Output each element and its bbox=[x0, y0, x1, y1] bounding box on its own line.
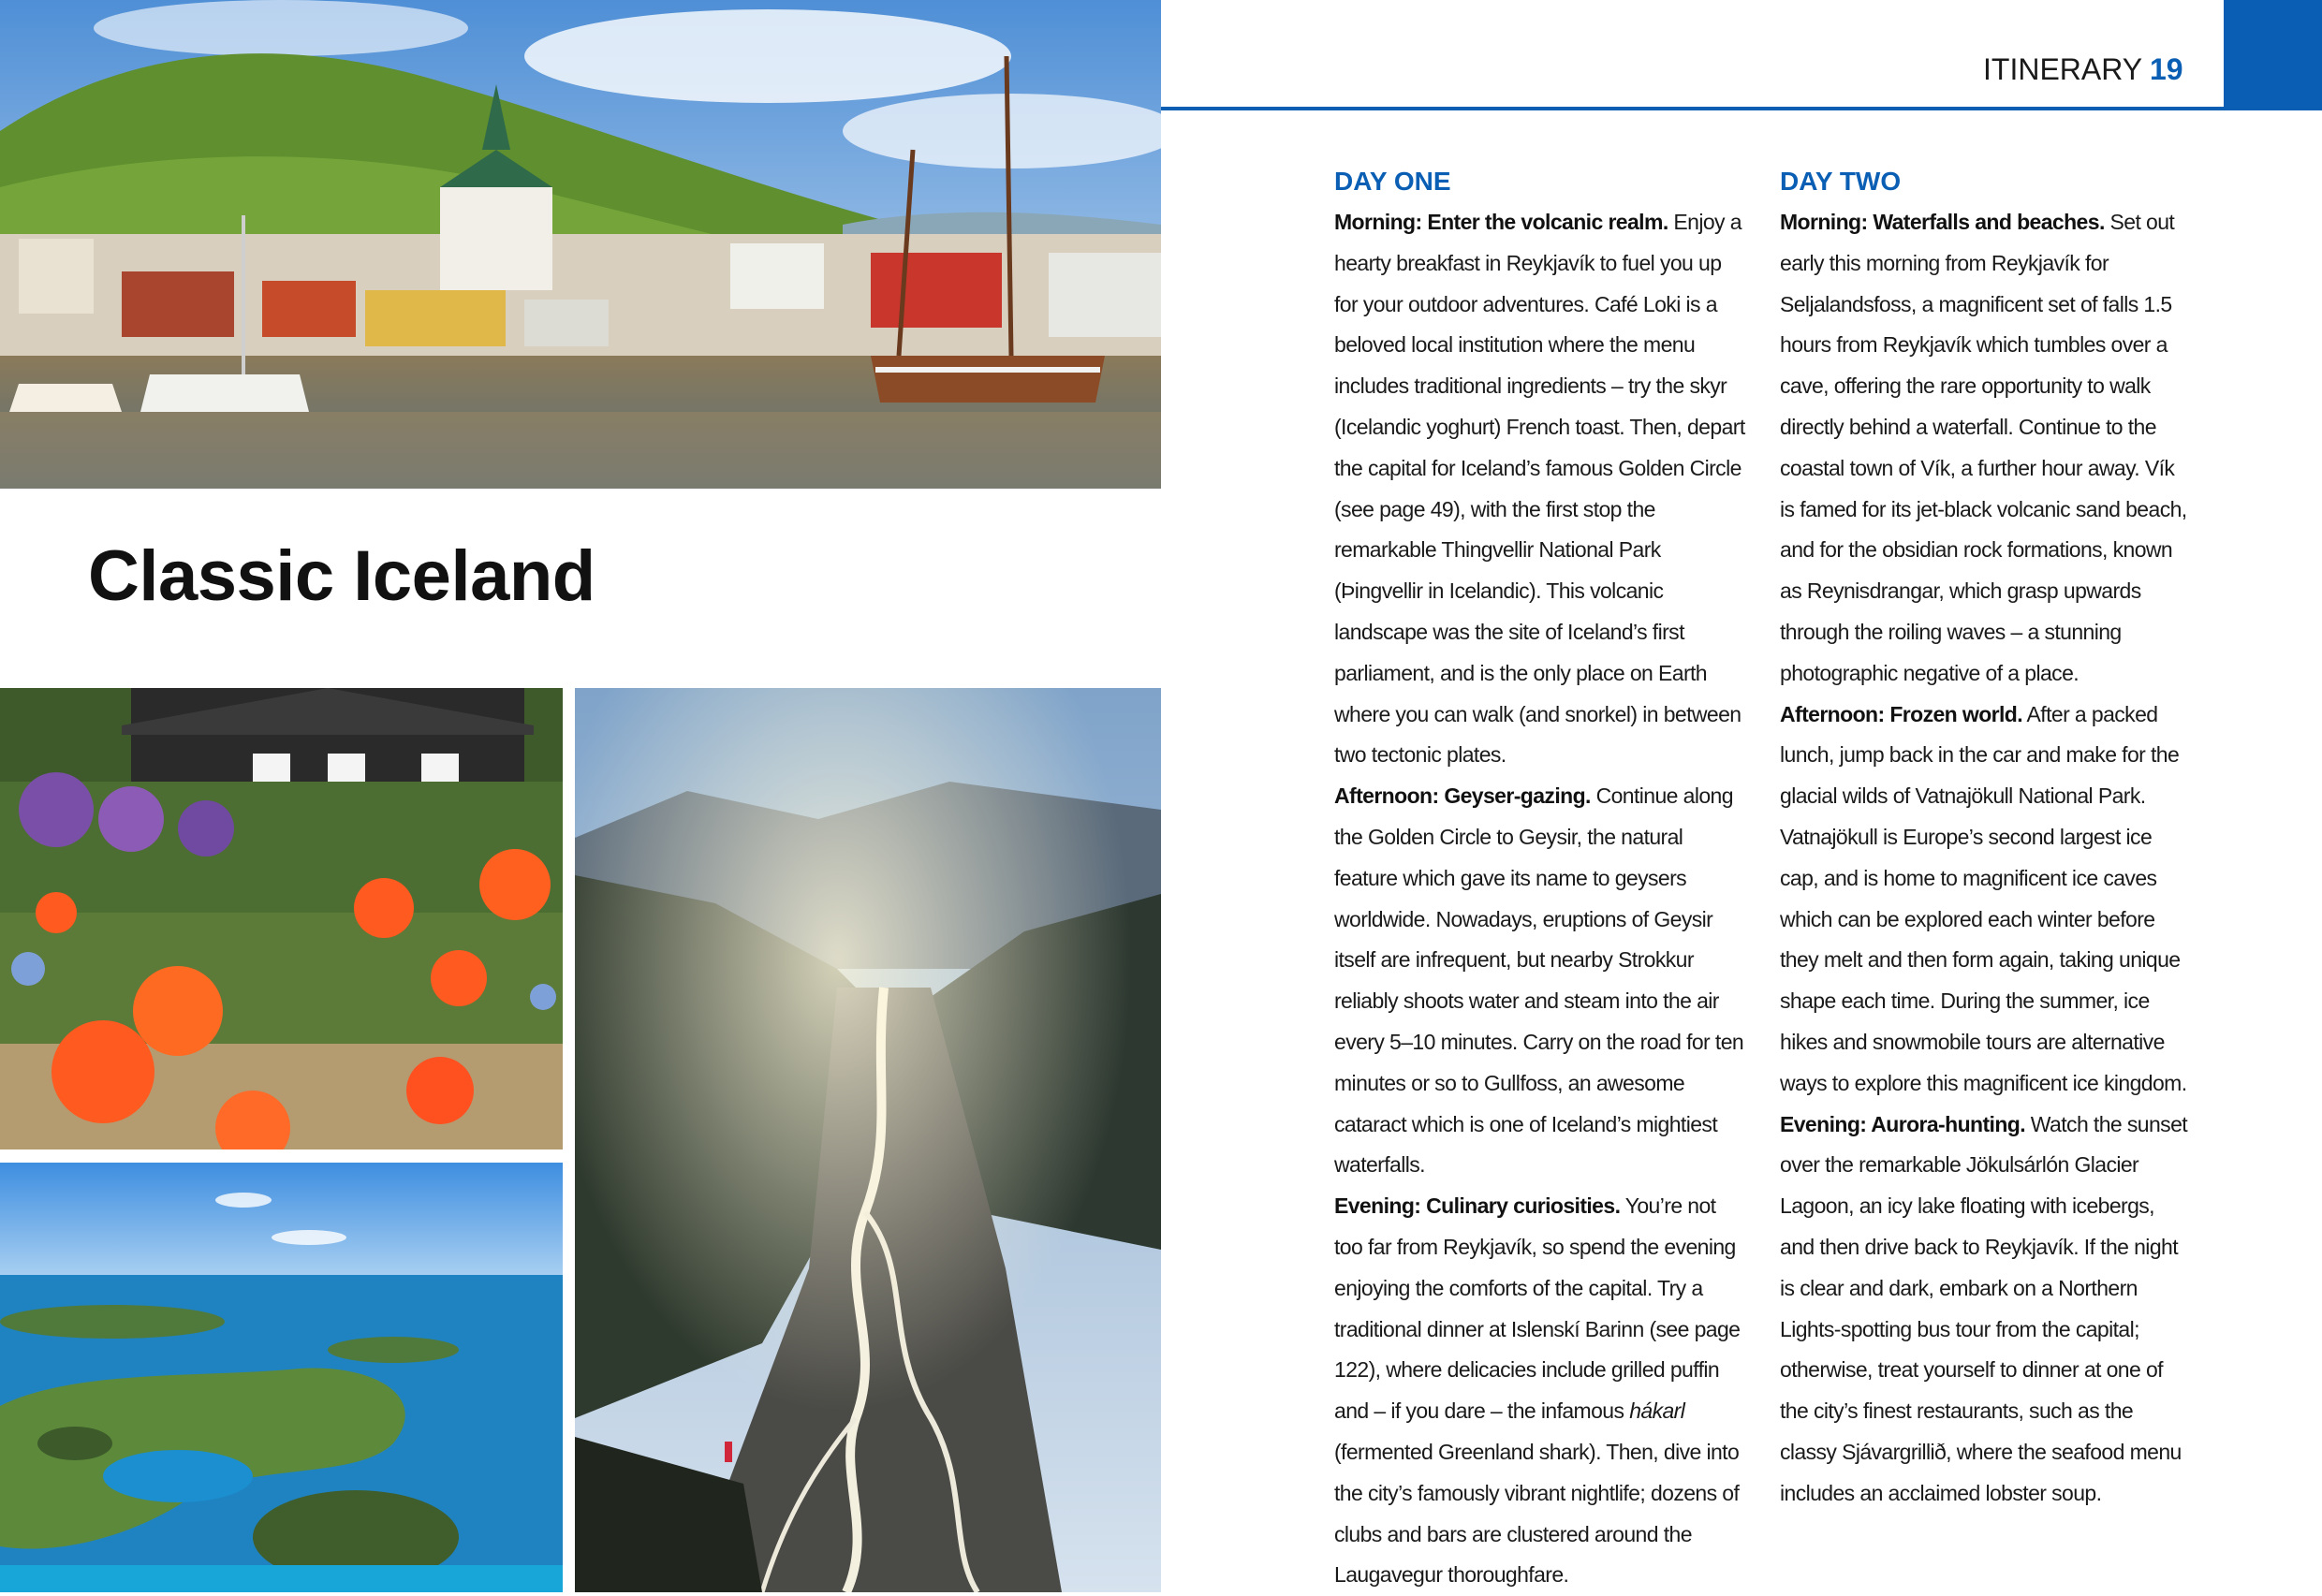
harbor-town-photo bbox=[0, 0, 1161, 489]
page-tab-marker bbox=[2224, 0, 2322, 110]
day-two-column bbox=[1780, 165, 2192, 1515]
day-one-evening-heading: Evening: Culinary curiosities. bbox=[1334, 1193, 1621, 1219]
day-one-afternoon-text: Continue along the Golden Circle to Geysir, the natural feature which gave its name to geysers worldwide. Nowadays, eruptions of Geysir itself are infrequent, but nearby Strokkur reliably shoots water and steam into the air every 5–10 minutes. Carry on the road for ten minutes or so to Gullfoss, an awesome cataract which is one of Iceland’s mightiest waterfalls. bbox=[1334, 783, 1744, 1178]
page-title: Classic Iceland bbox=[88, 536, 595, 616]
day-one-morning-text: Enjoy a hearty breakfast in Reykjavík to fuel you up for your outdoor adventures. Café Loki is a beloved local institution where the menu includes traditional ingredients – try the skyr (Icelandic yoghurt) French toast. Then, depart the capital for Iceland’s famous Golden Circle (see page 49), with the first stop the remarkable Thingvellir National Park (Þingvellir in Icelandic). This volcanic landscape was the site of Iceland’s first parliament, and is the only place on Earth where you can walk (and snorkel) in between two tectonic plates. bbox=[1334, 210, 1745, 768]
section-label: ITINERARY bbox=[1983, 52, 2143, 86]
day-one-afternoon-heading: Afternoon: Geyser-gazing. bbox=[1334, 783, 1591, 809]
day-two-evening bbox=[1780, 1105, 2192, 1515]
day-one-title: DAY ONE bbox=[1334, 167, 1451, 196]
header-rule bbox=[1161, 107, 2224, 110]
day-two-title: DAY TWO bbox=[1780, 167, 1902, 196]
day-one-evening-text-2: (fermented Greenland shark). Then, dive into the city’s famously vibrant nightlife; dozens of clubs and bars are clustered around the Laugavegur thoroughfare. bbox=[1334, 1439, 1740, 1588]
day-two-morning bbox=[1780, 202, 2192, 695]
day-one-morning-heading: Morning: Enter the volcanic realm. bbox=[1334, 210, 1668, 234]
day-two-morning-text: Set out early this morning from Reykjavík for Seljalandsfoss, a magnificent set of falls 1.5 hours from Reykjavík which tumbles over a cave, offering the rare opportunity to walk directly behind a waterfall. Continue to the coastal town of Vík, a further hour away. Vík is famed for its jet-black volcanic sand beach, and for the obsidian rock formations, known as Reynisdrangar, which grasp upwards through the roiling waves – a stunning photographic negative of a place. bbox=[1780, 210, 2187, 685]
day-two-afternoon bbox=[1780, 695, 2192, 1105]
day-two-afternoon-text: After a packed lunch, jump back in the car and make for the glacial wilds of Vatnajökull National Park. Vatnajökull is Europe’s second largest ice cap, and is home to magnificent ice caves which can be explored each winter before they melt and then form again, taking unique shape each time. During the summer, ice hikes and snowmobile tours are alternative ways to explore this magnificent ice kingdom. bbox=[1780, 701, 2187, 1095]
day-two-evening-text: Watch the sunset over the remarkable Jökulsárlón Glacier Lagoon, an icy lake floating with icebergs, and then drive back to Reykjavík. If the night is clear and dark, embark on a Northern Lights-spotting bus tour from the capital; otherwise, treat yourself to dinner at one of the city’s finest restaurants, such as the classy Sjávargrillið, where the seafood menu includes an acclaimed lobster soup. bbox=[1780, 1111, 2188, 1505]
day-one-evening-text-1: You’re not too far from Reykjavík, so spend the evening enjoying the comforts of the capital. Try a traditional dinner at Islenskí Barinn (see page 122), where delicacies include grilled puffin and – if you dare – the infamous bbox=[1334, 1193, 1741, 1424]
day-one-evening-italic: hákarl bbox=[1629, 1398, 1685, 1424]
day-two-evening-heading: Evening: Aurora-hunting. bbox=[1780, 1111, 2026, 1136]
page-number: 19 bbox=[2150, 52, 2183, 86]
day-two-afternoon-heading: Afternoon: Frozen world. bbox=[1780, 701, 2023, 726]
day-one-afternoon bbox=[1334, 776, 1746, 1186]
day-one-morning bbox=[1334, 202, 1746, 776]
glacial-river-valley-photo bbox=[575, 688, 1161, 1592]
day-two-morning-heading: Morning: Waterfalls and beaches. bbox=[1780, 210, 2105, 234]
day-one-column bbox=[1334, 165, 1746, 1596]
volcanic-lake-photo bbox=[0, 1163, 563, 1592]
poppy-garden-photo bbox=[0, 688, 563, 1149]
day-one-evening bbox=[1334, 1186, 1746, 1596]
